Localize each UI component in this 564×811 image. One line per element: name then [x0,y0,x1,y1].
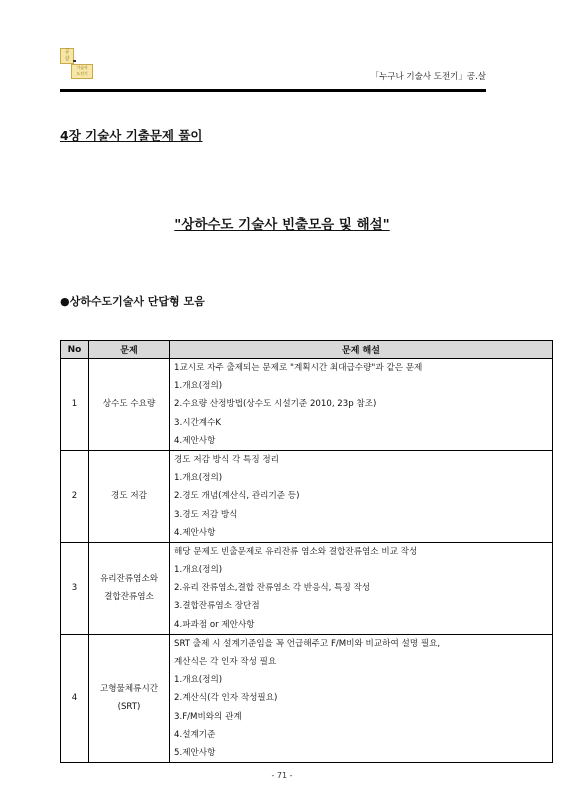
header-no: No [61,341,89,359]
logo-mark-top: 공 살 [60,48,74,64]
logo-mark-bottom: 기술사 도전기 [71,64,93,79]
row-number: 2 [61,450,89,542]
row-description [170,542,553,634]
description-line: 4.파과점 or 제안사항 [174,619,255,630]
exam-table [60,340,553,763]
row-description [170,634,553,762]
header-logo [60,46,112,82]
row-topic [89,542,170,634]
description-line: 2.계산식(각 인자 작성필요) [174,693,278,704]
topic-line: (SRT) [117,702,141,713]
table-header-row [61,341,553,359]
table-body [61,359,553,763]
description-line: 계산식은 각 인자 작성 필요 [174,657,277,667]
header-rule [60,89,486,92]
description-line: SRT 출제 시 설계기준임을 꼭 언급해주고 F/M비와 비교하여 설명 필요, [174,638,441,649]
description-line: 1.개요(정의) [174,675,223,686]
table-row [61,450,553,542]
row-topic [89,450,170,542]
description-line: 2.경도 개념(계산식, 관리기준 등) [174,491,300,502]
row-description [170,450,553,542]
table-row [61,634,553,762]
table-row [61,359,553,451]
row-number: 3 [61,542,89,634]
topic-line: 상수도 수요량 [102,399,156,410]
description-line: 1교시로 자주 출제되는 문제로 "계획시간 최대급수량"과 같은 문제 [174,363,423,373]
main-title: "상하수도 기술사 빈출모음 및 해설" [174,217,390,233]
description-line: 3.시간계수K [174,417,222,428]
description-line: 4.설계기준 [174,729,216,740]
description-line: 3.F/M비와의 관계 [174,711,242,722]
description-line: 4.제안사항 [174,435,216,446]
description-line: 1.개요(정의) [174,565,223,576]
topic-line: 결합잔류염소 [104,592,154,603]
description-line: 경도 저감 방식 각 특징 정리 [174,454,279,465]
row-number: 1 [61,359,89,451]
description-line: 3.경도 저감 방식 [174,509,238,520]
description-line: 5.제안사항 [174,747,216,758]
row-topic [89,634,170,762]
section-title: ●상하수도기술사 단답형 모음 [60,295,205,308]
description-line: 1.개요(정의) [174,473,223,484]
description-line: 1.개요(정의) [174,381,223,392]
header-title: 「누구나 기술사 도전기」공.살 [370,72,486,82]
topic-line: 고형물체류시간 [99,684,159,695]
description-line: 해당 문제도 빈출문제로 유리잔류 염소와 결합잔류염소 비교 작성 [174,546,418,557]
row-topic [89,359,170,451]
description-line: 2.유리 잔류염소,결합 잔류염소 각 반응식, 특징 작성 [174,583,371,594]
page-number: - 71 - [271,771,293,780]
row-description [170,359,553,451]
header-topic: 문제 [89,341,170,359]
description-line: 3.결합잔류염소 장단점 [174,601,260,612]
table-row [61,542,553,634]
description-line: 2.수요량 산정방법(상수도 시설기준 2010, 23p 참조) [174,399,377,410]
description-line: 4.제안사항 [174,527,216,538]
header-desc: 문제 해설 [170,341,553,359]
topic-line: 경도 저감 [111,491,147,502]
logo-dash [73,60,76,62]
row-number: 4 [61,634,89,762]
chapter-title: 4장 기술사 기출문제 풀이 [60,128,203,143]
topic-line: 유리잔류염소와 [99,574,159,585]
